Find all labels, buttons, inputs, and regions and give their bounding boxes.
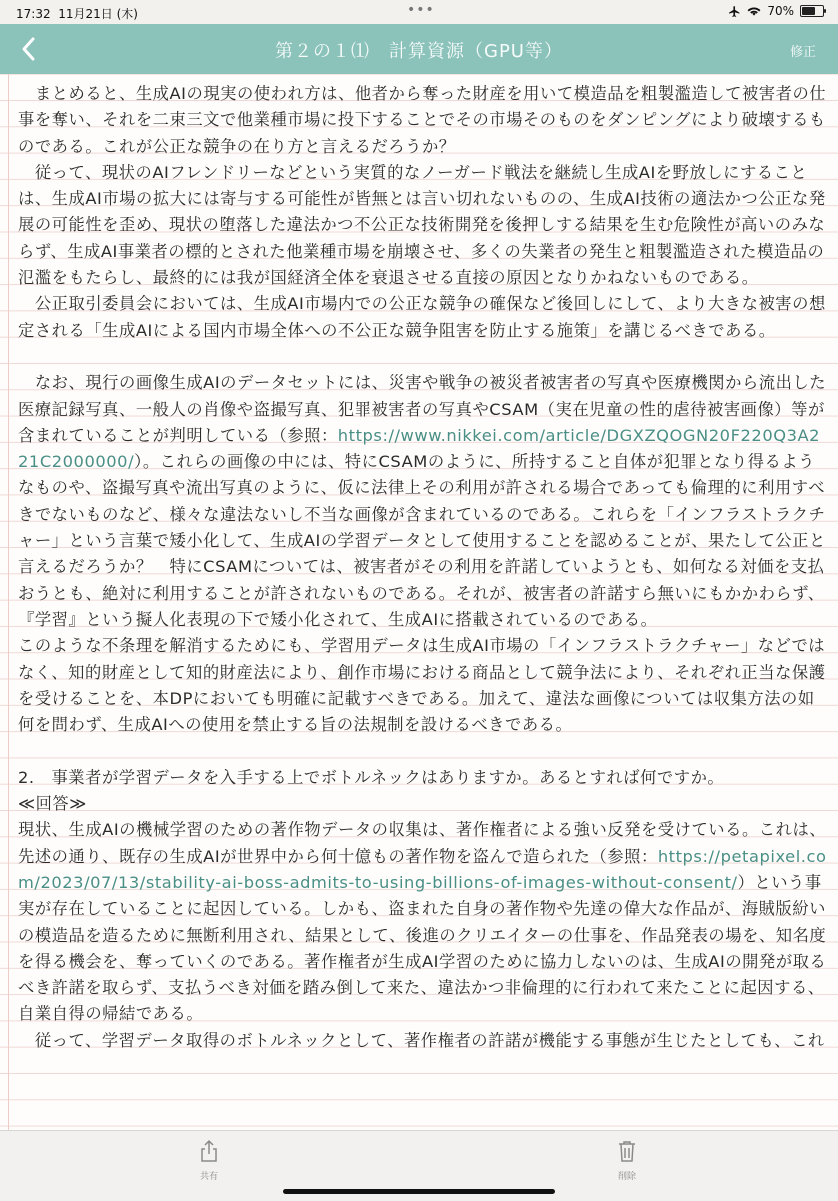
edit-button[interactable]: 修正: [789, 45, 816, 60]
blank-line: [18, 344, 830, 370]
paragraph-text: 現状、生成AIの機械学習のための著作物データの収集は、著作権者による強い反発を受けている。これは、先述の通り、既存の生成AIが世界中から何十億もの著作物を盗んで造られた（参照：: [18, 820, 827, 866]
share-icon: [199, 1139, 219, 1163]
document-view[interactable]: [0, 74, 838, 1130]
blank-line: [18, 738, 830, 764]
paragraph: [18, 817, 830, 1027]
paragraph-text: なお、現行の画像生成AIのデータセットには、災害や戦争の被災者被害者の写真や医療機関から流出した医療記録写真、一般人の肖像や盗撮写真、犯罪被害者の写真やCSAM（実在児童の性的虐待被害画像）等が含まれていることが判明している（参照：: [18, 373, 827, 445]
paragraph: 従って、現状のAIフレンドリーなどという実質的なノーガード戦法を継続し生成AIを野放しにすることは、生成AI市場の拡大には寄与する可能性が皆無とは言い切れないものの、生成AI技術の適法かつ公正な発展の可能性を歪め、現状の堕落した違法かつ不公正な技術開発を後押しする結果を生む危険性が高いのみならず、生成AI事業者の標的とされた他業種市場を崩壊させ、多くの失業者の発生と粗製濫造された模造品の氾濫をもたらし、最終的には我が国経済全体を衰退させる直接の原因となりかねないものである。: [18, 162, 826, 288]
navigation-bar: [0, 24, 838, 74]
petapixel-link[interactable]: https://petapixel.com/2023/07/13/stability-ai-boss-admits-to-using-billions-of-images-without-consent/: [18, 846, 827, 892]
paragraph: このような不条理を解消するためにも、学習用データは生成AI市場の「インフラストラクチャー」などではなく、知的財産として知的財産法により、創作市場における商品として競争法により、それぞれ正当な保護を受けることを、本DPにおいても明確に記載すべきである。加えて、違法な画像については収集方法の如何を問わず、生成AIへの使用を禁止する旨の法規制を設けるべきである。: [18, 636, 826, 735]
question-heading: 2. 事業者が学習データを入手する上でボトルネックはありますか。あるとすれば何ですか。: [18, 767, 725, 787]
answer-label: ≪回答≫: [18, 794, 87, 814]
battery-percent: 70%: [767, 4, 794, 18]
paragraph-text: ）という事実が存在していることに起因している。しかも、盗まれた自身の著作物や先達の偉大な作品が、海賊版紛いの模造品を造るために無断利用され、結果として、後進のクリエイターの仕事を、作品発表の場を、知名度を得る機会を、奪っていくのである。著作権者が生成AI学習のために協力しないのは、生成AIの開発が取るべき許諾を取らず、支払うべき対価を踏み倒して来た、違法かつ非倫理的に行われて来たことに起因する、自業自得の帰結である。: [18, 872, 827, 1024]
status-indicators: [728, 4, 824, 18]
trash-icon: [617, 1139, 637, 1163]
paragraph: 従って、学習データ取得のボトルネックとして、著作権者の許諾が機能する事態が生じたとしても、これ: [18, 1030, 825, 1050]
battery-icon: [800, 5, 824, 17]
battery-fill: [802, 7, 815, 15]
status-bar: [0, 0, 838, 24]
document-text[interactable]: [18, 81, 830, 1054]
home-indicator[interactable]: [283, 1189, 555, 1194]
airplane-icon: [728, 5, 741, 18]
wifi-icon: [747, 5, 761, 17]
share-label: 共有: [199, 1172, 218, 1182]
status-time: [16, 5, 138, 22]
margin-line: [8, 74, 9, 1130]
delete-button[interactable]: [597, 1139, 657, 1182]
paragraph: 公正取引委員会においては、生成AI市場内での公正な競争の確保など後回しにして、より大きな被害の想定される「生成AIによる国内市場全体への不公正な競争阻害を防止する施策」を講じるべきである。: [18, 294, 826, 340]
page-title: 第２の１⑴ 計算資源（GPU等）: [275, 41, 563, 62]
status-clock: 17:32: [16, 7, 51, 21]
paragraph: まとめると、生成AIの現実の使われ方は、他者から奪った財産を用いて模造品を粗製濫造して被害者の仕事を奪い、それを二束三文で他業種市場に投下することでその市場そのものをダンピングにより破壊するものである。これが公正な競争の在り方と言えるだろうか？: [18, 84, 827, 156]
multitask-dots-icon[interactable]: •••: [407, 2, 435, 18]
delete-label: 削除: [617, 1172, 636, 1182]
paragraph-text: ）。これらの画像の中には、特にCSAMのように、所持すること自体が犯罪となり得るようなものや、盗撮写真や流出写真のように、仮に法律上その利用が許される場合であっても倫理的に利用すべきでないものなど、様々な違法ないし不当な画像が含まれているのである。これらを「インフラストラクチャー」という言葉で矮小化して、生成AIの学習データとして使用することを認めることが、果たして公正と言えるだろうか？ 特にCSAMについては、被害者がその利用を許諾していようとも、如何なる対価を支払おうとも、絶対に利用することが許されないものである。それが、被害者の許諾すら無いにもかかわらず、『学習』という擬人化表現の下で矮小化されて、生成AIに搭載されているのである。: [18, 452, 826, 629]
paragraph: [18, 370, 830, 633]
share-button[interactable]: [179, 1139, 239, 1182]
nikkei-link[interactable]: https://www.nikkei.com/article/DGXZQOGN20F220Q3A221C2000000/: [18, 425, 821, 472]
status-date: 11月21日 (木): [58, 7, 138, 21]
